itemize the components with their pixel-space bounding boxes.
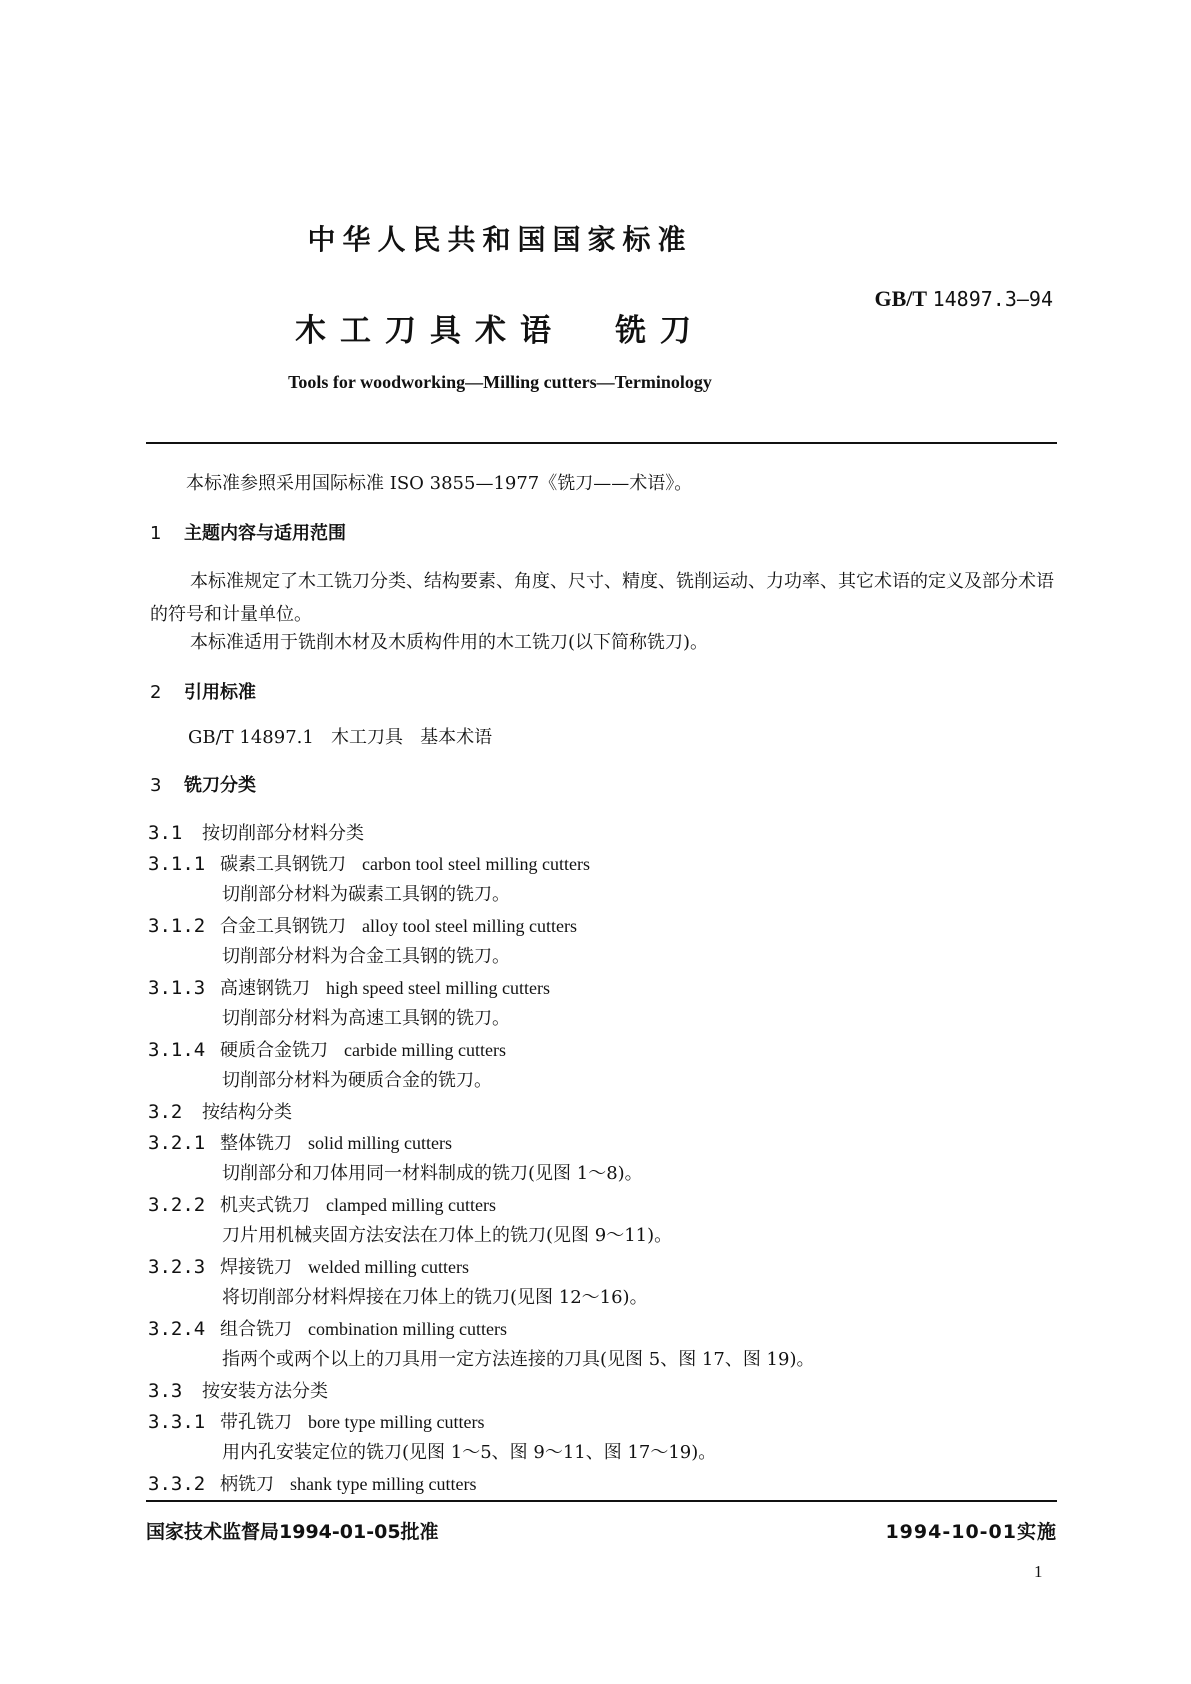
section-number: 2 bbox=[150, 682, 162, 703]
section-2-heading bbox=[150, 684, 256, 702]
clause-3-1-3-definition: 切削部分材料为高速工具钢的铣刀。 bbox=[222, 1008, 510, 1029]
page-number: 1 bbox=[1034, 1562, 1043, 1581]
clause-term-en: bore type milling cutters bbox=[308, 1412, 485, 1432]
intro-text: 本标准参照采用国际标准 ISO 3855—1977《铣刀——术语》。 bbox=[186, 473, 693, 494]
clause-3-3-1-definition: 用内孔安装定位的铣刀(见图 1～5、图 9～11、图 17～19)。 bbox=[222, 1442, 717, 1463]
title-cn-part1: 木工刀具术语 bbox=[295, 313, 565, 349]
section-number: 1 bbox=[150, 523, 162, 544]
clause-3-1-2-definition: 切削部分材料为合金工具钢的铣刀。 bbox=[222, 946, 510, 967]
clause-term-cn: 机夹式铣刀 bbox=[220, 1195, 310, 1216]
clause-3-1-4-definition: 切削部分材料为硬质合金的铣刀。 bbox=[222, 1070, 492, 1091]
clause-term: 按切削部分材料分类 bbox=[202, 823, 364, 844]
clause-term-cn: 柄铣刀 bbox=[220, 1474, 274, 1495]
clause-3-1 bbox=[148, 824, 364, 843]
clause-term-en: welded milling cutters bbox=[308, 1257, 469, 1277]
implementation-date: 1994-10-01实施 bbox=[885, 1521, 1057, 1543]
clause-3-1-3 bbox=[148, 979, 550, 998]
section-3-heading bbox=[150, 777, 256, 795]
clause-term-en: combination milling cutters bbox=[308, 1319, 507, 1339]
clause-term-en: carbon tool steel milling cutters bbox=[362, 854, 590, 874]
header-divider bbox=[146, 442, 1057, 444]
national-standard-heading: 中华人民共和国国家标准 bbox=[307, 223, 693, 256]
clause-term-cn: 整体铣刀 bbox=[220, 1133, 292, 1154]
clause-term: 按结构分类 bbox=[202, 1102, 292, 1123]
clause-term-cn: 高速钢铣刀 bbox=[220, 978, 310, 999]
document-title-en: Tools for woodworking—Milling cutters—Terminology bbox=[288, 372, 712, 392]
clause-3-2-4-definition: 指两个或两个以上的刀具用一定方法连接的刀具(见图 5、图 17、图 19)。 bbox=[222, 1349, 815, 1370]
clause-term-en: high speed steel milling cutters bbox=[326, 978, 550, 998]
clause-3-1-2 bbox=[148, 917, 577, 936]
clause-3-2-1 bbox=[148, 1134, 452, 1153]
section-title: 主题内容与适用范围 bbox=[184, 523, 346, 544]
clause-number: 3.1.3 bbox=[148, 977, 206, 999]
clause-term-en: shank type milling cutters bbox=[290, 1474, 477, 1494]
clause-term: 按安装方法分类 bbox=[202, 1381, 328, 1402]
clause-term-en: clamped milling cutters bbox=[326, 1195, 496, 1215]
clause-term-cn: 焊接铣刀 bbox=[220, 1257, 292, 1278]
clause-term-en: alloy tool steel milling cutters bbox=[362, 916, 577, 936]
clause-term-en: solid milling cutters bbox=[308, 1133, 452, 1153]
clause-3-1-1-definition: 切削部分材料为碳素工具钢的铣刀。 bbox=[222, 884, 510, 905]
clause-3-2 bbox=[148, 1103, 292, 1122]
clause-number: 3.2.4 bbox=[148, 1318, 206, 1340]
clause-term-en: carbide milling cutters bbox=[344, 1040, 506, 1060]
footer-divider bbox=[146, 1500, 1057, 1502]
section-1-paragraph-2: 本标准适用于铣削木材及木质构件用的木工铣刀(以下简称铣刀)。 bbox=[190, 632, 709, 653]
clause-number: 3.3.2 bbox=[148, 1473, 206, 1495]
clause-3-2-3 bbox=[148, 1258, 469, 1277]
clause-number: 3.1.1 bbox=[148, 853, 206, 875]
clause-number: 3.3.1 bbox=[148, 1411, 206, 1433]
clause-3-3-2 bbox=[148, 1475, 476, 1494]
clause-term-cn: 带孔铣刀 bbox=[220, 1412, 292, 1433]
clause-number: 3.1 bbox=[148, 822, 183, 844]
section-number: 3 bbox=[150, 775, 162, 796]
standard-code-prefix: GB/T bbox=[874, 286, 928, 311]
clause-term-cn: 碳素工具钢铣刀 bbox=[220, 854, 346, 875]
clause-3-2-3-definition: 将切削部分材料焊接在刀体上的铣刀(见图 12～16)。 bbox=[222, 1287, 648, 1308]
clause-number: 3.1.2 bbox=[148, 915, 206, 937]
clause-3-2-1-definition: 切削部分和刀体用同一材料制成的铣刀(见图 1～8)。 bbox=[222, 1163, 643, 1184]
clause-3-2-2-definition: 刀片用机械夹固方法安法在刀体上的铣刀(见图 9～11)。 bbox=[222, 1225, 673, 1246]
title-cn-part2: 铣刀 bbox=[615, 313, 705, 349]
reference-standard: GB/T 14897.1 木工刀具 基本术语 bbox=[188, 727, 493, 748]
clause-number: 3.2 bbox=[148, 1101, 183, 1123]
approval-date: 国家技术监督局1994-01-05批准 bbox=[146, 1521, 439, 1543]
clause-term-cn: 合金工具钢铣刀 bbox=[220, 916, 346, 937]
clause-3-3-1 bbox=[148, 1413, 484, 1432]
section-1-heading bbox=[150, 525, 346, 543]
clause-number: 3.2.1 bbox=[148, 1132, 206, 1154]
section-1-paragraph-1: 本标准规定了木工铣刀分类、结构要素、角度、尺寸、精度、铣削运动、力功率、其它术语的定义及部分术语的符号和计量单位。 bbox=[150, 571, 1054, 625]
section-title: 引用标准 bbox=[184, 682, 256, 703]
clause-3-3 bbox=[148, 1382, 328, 1401]
clause-number: 3.3 bbox=[148, 1380, 183, 1402]
clause-term-cn: 组合铣刀 bbox=[220, 1319, 292, 1340]
clause-number: 3.1.4 bbox=[148, 1039, 206, 1061]
clause-3-1-4 bbox=[148, 1041, 506, 1060]
section-title: 铣刀分类 bbox=[184, 775, 256, 796]
clause-3-2-2 bbox=[148, 1196, 496, 1215]
document-title-cn bbox=[0, 305, 1000, 350]
clause-3-1-1 bbox=[148, 855, 590, 874]
clause-3-2-4 bbox=[148, 1320, 507, 1339]
standard-code-number: 14897.3—94 bbox=[932, 287, 1053, 311]
clause-number: 3.2.2 bbox=[148, 1194, 206, 1216]
clause-number: 3.2.3 bbox=[148, 1256, 206, 1278]
clause-term-cn: 硬质合金铣刀 bbox=[220, 1040, 328, 1061]
